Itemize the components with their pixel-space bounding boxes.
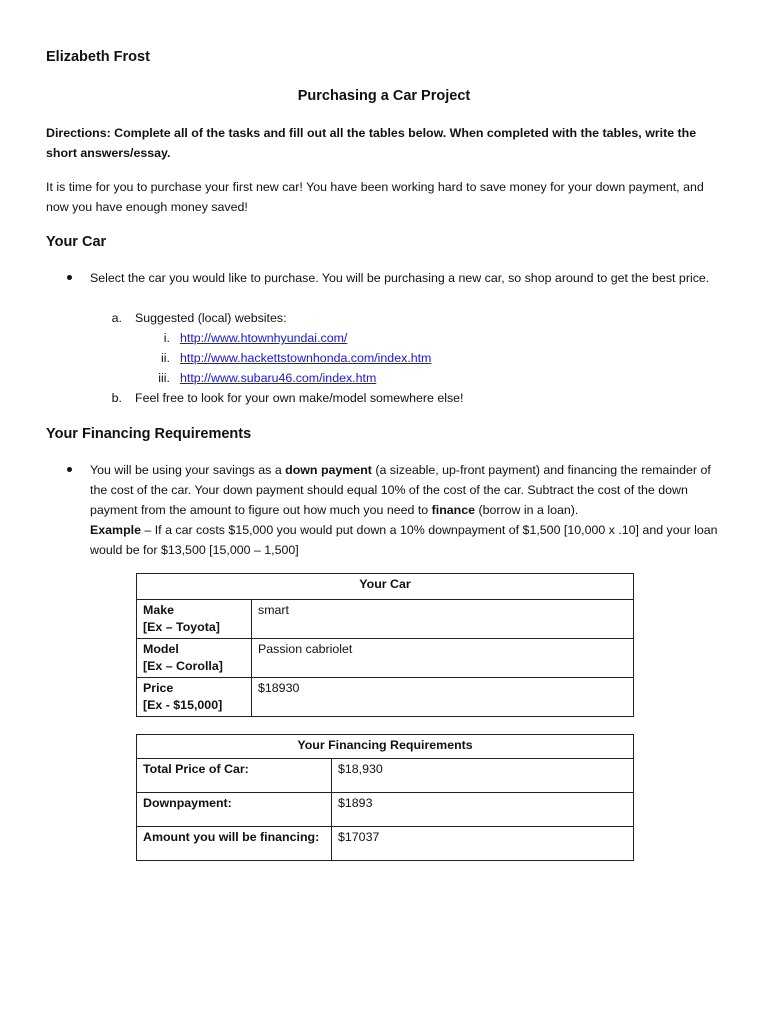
table-row [137,600,634,639]
link-subaru46[interactable]: http://www.subaru46.com/index.htm [180,371,377,385]
example-label: Example [90,523,141,537]
total-price-value: $18,930 [332,759,634,793]
row-example: [Ex - $15,000] [143,698,223,712]
down-payment-term: down payment [285,463,372,477]
link-htownhyundai[interactable]: http://www.htownhyundai.com/ [180,331,348,345]
your-car-heading: Your Car [46,234,107,250]
row-label: Make [143,603,174,617]
suggested-websites-label: Suggested (local) websites: [135,311,287,325]
car-model-value: Passion cabriolet [252,639,634,678]
car-price-value: $18930 [252,678,634,717]
list-marker-a: a. [111,311,122,325]
list-marker-iii: iii. [158,371,170,385]
car-table-title: Your Car [137,574,634,600]
own-make-model-text: Feel free to look for your own make/model somewhere else! [135,391,464,405]
financing-table [136,734,634,861]
fin-table-title: Your Financing Requirements [137,735,634,759]
your-car-table [136,573,634,717]
example-text: – If a car costs $15,000 you would put down a 10% downpayment of $1,500 [10,000 x .10] and your loan would be for $13,500 [15,000 – 1,500] [90,523,718,557]
table-row [137,793,634,827]
link-hackettstownhonda[interactable]: http://www.hackettstownhonda.com/index.htm [180,351,432,365]
table-row [137,827,634,861]
fin-text-3: (borrow in a loan). [475,503,579,517]
page-title: Purchasing a Car Project [297,88,471,104]
table-row [137,639,634,678]
car-bullet-text: Select the car you would like to purchase. You will be purchasing a new car, so shop around to get the best price. [90,271,710,285]
row-example: [Ex – Corolla] [143,659,223,673]
row-label: Price [143,681,174,695]
downpayment-value: $1893 [332,793,634,827]
intro-text: It is time for you to purchase your first new car! You have been working hard to save money for your down payment, and now you have enough money saved! [46,180,704,214]
fin-text-2: (a sizeable, up-front payment) and financing the remainder of the cost of the car. Your down payment should equal 10% of the cost of the car. Subtract the cost of the down payment from the amount to figure out how much you need to [90,463,711,517]
finance-term: finance [431,503,476,517]
list-marker-b: b. [111,391,122,405]
bullet-dot [67,467,72,472]
table-row [137,759,634,793]
table-row [137,678,634,717]
financing-heading: Your Financing Requirements [46,426,252,442]
bullet-dot [67,275,72,280]
financing-paragraph [90,460,725,560]
financing-amount-label: Amount you will be financing: [137,827,332,861]
list-marker-i: i. [163,331,170,345]
car-make-value: smart [252,600,634,639]
directions-text: Directions: Complete all of the tasks and fill out all the tables below. When completed with the tables, write the short answers/essay. [46,126,697,160]
row-label: Model [143,642,179,656]
list-marker-ii: ii. [161,351,170,365]
downpayment-label: Downpayment: [137,793,332,827]
fin-text-1: You will be using your savings as a [90,463,286,477]
car-price-label [137,678,252,717]
student-name: Elizabeth Frost [46,49,150,65]
financing-amount-value: $17037 [332,827,634,861]
car-model-label [137,639,252,678]
total-price-label: Total Price of Car: [137,759,332,793]
car-make-label [137,600,252,639]
row-example: [Ex – Toyota] [143,620,220,634]
